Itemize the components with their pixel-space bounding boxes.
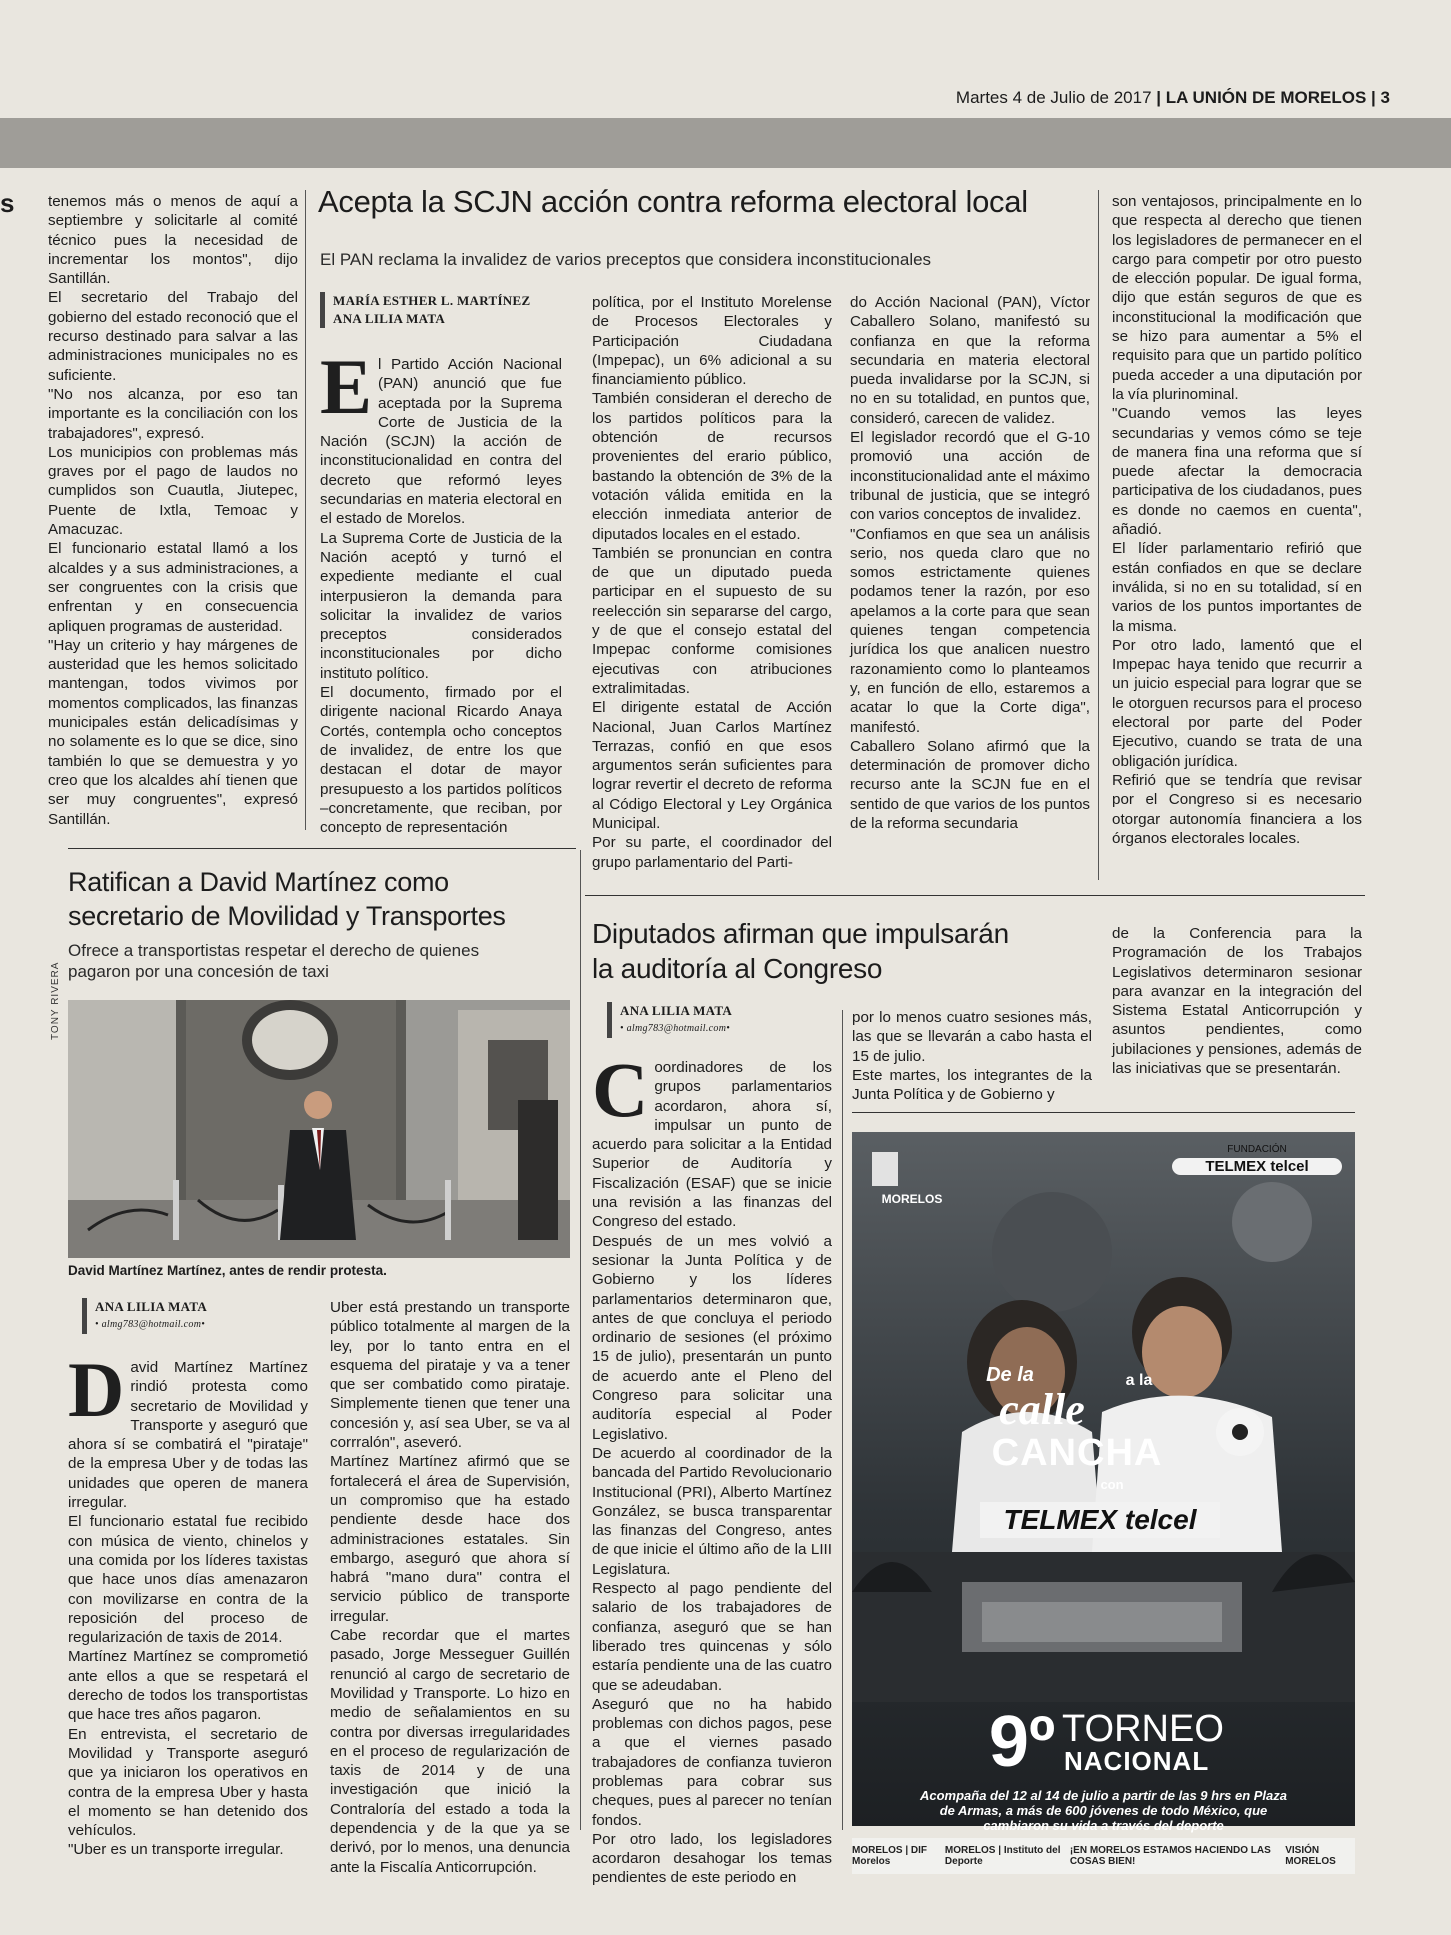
article2-photo [68, 1000, 570, 1258]
paragraph: Martínez Martínez se comprometió ante ellos a que se respetará el derecho de todos los transportistas que hace tres años pagaron. [68, 1648, 308, 1724]
ad-torneo: TORNEO [1062, 1708, 1224, 1750]
ad-footer-logo: MORELOS | Instituto del Deporte [944, 1845, 1061, 1867]
section-rule [852, 1112, 1355, 1113]
ad-footer-logo: VISIÓN MORELOS [1285, 1845, 1336, 1867]
headline-line: Diputados afirman que impulsarán [592, 918, 1009, 949]
header-page-number: 3 [1380, 88, 1390, 107]
ad-title-cancha: CANCHA [991, 1432, 1163, 1474]
paragraph: La Suprema Corte de Justicia de la Nación aceptó y turnó el expediente mediante el cual interpusieron la demanda para solicitar la invalidez de varios preceptos considerados inconstitucionales por dicho instituto político. [320, 529, 562, 682]
paragraph: Uber está prestando un transporte público totalmente al margen de la ley, por lo tanto entra en el esquema del pirataje y va a tener que ser combatido como pirataje. Simplemente tienen que tener una concesión y, así sea Uber, se va al corrralón", aseveró. [330, 1299, 570, 1452]
byline-author: ANA LILIA MATA [95, 1299, 208, 1314]
section-rule [585, 895, 1365, 896]
paragraph: "Hay un criterio y hay márgenes de austeridad que les hemos solicitado mantengan, todos vivimos por momentos complicados, las finanzas municipales están delicadísimas y no solamente es lo que se dice, sino también lo que se demuestra y yo creo que los alcaldes ahí tienen que ser muy congruentes", expresó Santillán. [48, 636, 298, 828]
paragraph: do Acción Nacional (PAN), Víctor Caballero Solano, manifestó su confianza en que la reforma secundaria en materia electoral pueda invalidarse por la SCJN, si no en su totalidad, en puntos que, consideró, carecen de validez. [850, 294, 1090, 427]
headline-line: la auditoría al Congreso [592, 953, 883, 984]
article3-column-1 [592, 1046, 832, 1887]
paragraph: El funcionario estatal fue recibido con música de viento, chinelos y una comida por los líderes taxistas que hace unos días amenazaron con movilizarse en contra de la reposición del proceso de regularización de taxis de 2014. [68, 1513, 308, 1647]
header-grey-bar [0, 118, 1451, 168]
ad-event-details [862, 1788, 1345, 1803]
article2-deck [68, 940, 568, 982]
header-date: Martes 4 de Julio de 2017 [955, 88, 1152, 107]
article1-column-4 [1112, 192, 1362, 884]
section-rule [68, 848, 576, 849]
deck-line: Ofrece a transportistas respetar el derecho de quienes [68, 941, 480, 960]
ad-foundation-small: FUNDACIÓN [1227, 1144, 1287, 1155]
paragraph: "No nos alcanza, por eso tan importante es la conciliación con los trabajadores", expresó. [48, 385, 298, 442]
byline-email: • almg783@hotmail.com• [95, 1319, 206, 1330]
column-rule [305, 190, 306, 830]
article2-column-2 [330, 1298, 570, 1876]
ad-footer-slogan: ¡EN MORELOS ESTAMOS HACIENDO LAS COSAS BIEN! [1069, 1845, 1271, 1867]
paragraph: "Uber es un transporte irregular. [68, 1841, 284, 1859]
ad-title-de-la: De la [986, 1364, 1034, 1386]
paragraph: El legislador recordó que el G-10 promovió una acción de inconstitucionalidad ante el máximo tribunal de justicia, que se integró con varios conceptos de invalidez. [850, 429, 1090, 524]
ad-footer-logos [852, 1838, 1355, 1874]
paragraph: tenemos más o menos de aquí a septiembre y solicitarle al comité técnico pues la necesidad de incrementar los montos", dijo Santillán. [48, 193, 298, 288]
paragraph: por lo menos cuatro sesiones más, las que se llevarán a cabo hasta el 15 de julio. [852, 1009, 1092, 1065]
paragraph: l Partido Acción Nacional (PAN) anunció que fue aceptada por la Suprema Corte de Justicia de la Nación (SCJN) la acción de inconstitucionalidad en contra del decreto que reformó leyes secundarias en materia electoral en el estado de Morelos. [320, 356, 562, 528]
paragraph: Caballero Solano afirmó que la determinación de promover dicho recurso ante la SCJN fue en el sentido de que varios de los puntos de la reforma secundaria [850, 737, 1090, 833]
article3-byline [607, 1002, 732, 1038]
paragraph: En entrevista, el secretario de Movilidad y Transporte aseguró que ya iniciaron los operativos en contra de la empresa Uber y hasta el momento se han detenido dos vehículos. [68, 1725, 308, 1840]
paragraph: De acuerdo al coordinador de la bancada del Partido Revolucionario Institucional (PRI), Alberto Martínez González, se busca transparentar las finanzas del Congreso, antes de que inicie el último año de la LIII Legislatura. [592, 1444, 832, 1578]
ad-title-con: con [1100, 1477, 1124, 1492]
paragraph: Este martes, los integrantes de la Junta Política y de Gobierno y [852, 1066, 1092, 1104]
article3-headline [592, 916, 1009, 986]
column-rule [842, 1010, 843, 1830]
paragraph: Aseguró que no ha habido problemas con dichos pagos, pese a que el viernes pasado trabajadores de confianza tuvieron problemas para cobrar sus cheques, pues al parecer no tenían fondos. [592, 1695, 832, 1829]
ad-detail-line: Acompaña del 12 al 14 de julio a partir de las 9 hrs en Plaza [919, 1788, 1288, 1803]
ad-footer-logo: MORELOS | DIF Morelos [852, 1845, 928, 1867]
ad-brand-logo: TELMEX telcel [980, 1502, 1220, 1538]
page-header: Martes 4 de Julio de 2017 | LA UNIÓN DE MORELOS | 3 [955, 88, 1390, 107]
article2-byline [82, 1298, 207, 1334]
article2-headline [68, 865, 506, 933]
paragraph: También se pronuncian en contra de que un diputado pueda participar en el supuesto de su reelección sin separarse del cargo, y de que el consejo estatal del Impepac conforme comisiones ejecutivas con atribuciones extralimitadas. [592, 544, 832, 697]
article1-byline [320, 292, 530, 328]
ad-nacional: NACIONAL [1064, 1746, 1210, 1776]
article3-column-2 [852, 1008, 1092, 1118]
column-rule [1098, 190, 1099, 880]
ad-detail-line: de Armas, a más de 600 jóvenes de todo México, que [939, 1803, 1268, 1818]
photo-illustration [68, 1000, 570, 1258]
paragraph: El dirigente estatal de Acción Nacional, Juan Carlos Martínez Terrazas, confió en que esos argumentos serán suficientes para lograr revertir el decreto de reforma al Código Electoral y Ley Orgánica Municipal. [592, 699, 832, 833]
telmex-ad [852, 1132, 1355, 1826]
headline-line: Ratifican a David Martínez como [68, 867, 449, 897]
paragraph: avid Martínez Martínez rindió protesta como secretario de Movilidad y Transporte y aseguró que ahora sí se combatirá el "pirataje" de la empresa Uber y de todas las unidades que operen de manera irregular. [68, 1359, 308, 1512]
header-paper: LA UNIÓN DE MORELOS [1165, 88, 1367, 107]
ad-title-calle: calle [999, 1385, 1085, 1434]
article1-headline: Acepta la SCJN acción contra reforma electoral local [318, 184, 1028, 219]
ad-detail-line: cambiaron su vida a través del deporte [983, 1818, 1224, 1833]
paragraph: son ventajosos, principalmente en lo que respecta al derecho que tienen los legisladores de permanecer en el cargo para competir por otro puesto de elección popular. De igual forma, dijo que están seguros de que es inconstitucional la modificación que se hizo para aumentar a 5% el requisito para que un partido político pueda acceder a una diputación por la vía plurinominal. [1112, 193, 1362, 403]
drop-cap: C [592, 1046, 649, 1133]
ad-state-logo: MORELOS [881, 1192, 943, 1206]
article1-deck: El PAN reclama la invalidez de varios preceptos que considera inconstitucionales [320, 250, 932, 269]
column-rule [580, 850, 581, 1830]
headline-line: secretario de Movilidad y Transportes [68, 901, 506, 931]
ad-title-a-la: a la [1125, 1372, 1153, 1389]
paragraph: Por su parte, el coordinador del grupo parlamentario del Parti- [592, 834, 832, 871]
edge-letter: s [0, 188, 15, 218]
paragraph: política, por el Instituto Morelense de Procesos Electorales y Participación Ciudadana (Impepac), un 6% adicional a su financiamiento público. [592, 294, 832, 389]
paragraph: Martínez Martínez afirmó que se fortalecerá el área de Supervisión, un compromiso que ha estado pendiente desde hace dos administraciones estatales. Sin embargo, aseguró que ahora sí habrá "mano dura" contra el servicio público de transporte irregular. [330, 1453, 570, 1625]
photo-credit: TONY RIVERA [50, 961, 61, 1040]
paragraph: Por otro lado, los legisladores acordaron desahogar los temas pendientes de este periodo en [592, 1830, 832, 1887]
byline-author: MARÍA ESTHER L. MARTÍNEZ [333, 293, 531, 308]
article1-column-3 [850, 293, 1090, 885]
paragraph: oordinadores de los grupos parlamentarios acordaron, ahora sí, impulsar un punto de acuerdo para solicitar a la Entidad Superior de Auditoría y Fiscalización (ESAF) que se inicie una revisión a las finanzas del Congreso del estado. [592, 1059, 832, 1231]
byline-author: ANA LILIA MATA [620, 1003, 733, 1018]
paragraph: El funcionario estatal llamó a los alcaldes y a sus administraciones, a ser congruentes con la crisis que enfrentan y en consecuencia apliquen programas de austeridad. [48, 540, 298, 635]
paragraph: El secretario del Trabajo del gobierno del estado reconoció que el recurso destinado para salvar a las administraciones municipales no es suficiente. [48, 289, 298, 384]
paragraph: "Confiamos en que sea un análisis serio, nos queda claro que no somos estrictamente quienes podamos tener la razón, por eso apelamos a la corte para que sean quienes tengan competencia jurídica los que analicen nuestro razonamiento como lo planteamos y, en función de ello, estaremos a acatar lo que la Corte diga", manifestó. [850, 525, 1090, 736]
ad-edition-number: 9º [988, 1702, 1056, 1782]
drop-cap: E [320, 343, 373, 430]
drop-cap: D [68, 1346, 125, 1433]
left-continuation-column [48, 192, 298, 837]
paragraph: de la Conferencia para la Programación de los Trabajos Legislativos determinaron sesionar para avanzar en la integración del Sistema Estatal Anticorrupción y asuntos pendientes, como jubilaciones y pensiones, además de las iniciativas que se presentarán. [1112, 925, 1362, 1078]
article3-column-3 [1112, 924, 1362, 1100]
article2-column-1 [68, 1346, 308, 1859]
paragraph: Cabe recordar que el martes pasado, Jorge Messeguer Guillén renunció al cargo de secretario de Movilidad y Transporte. Lo hizo en medio de señalamientos en su contra por diversas irregularidades en el proceso de regularización de taxis de 2014 y de una investigación que inició la Contraloría del estado a toda la dependencia y de la que ya se derivó, por lo menos, una denuncia ante la Fiscalía Anticorrupción. [330, 1627, 570, 1876]
paragraph: El líder parlamentario refirió que están confiados en que se declare inválida, si no en su totalidad, sí en varios de los puntos importantes de la misma. [1112, 540, 1362, 635]
ad-foundation-logo: TELMEX telcel [1172, 1158, 1342, 1175]
paragraph: El documento, firmado por el dirigente nacional Ricardo Anaya Cortés, contempla ocho conceptos de invalidez, de entre los que destacan el dotar de mayor presupuesto a los partidos políticos –concretamente, que reciban, por concepto de representación [320, 684, 562, 837]
paragraph: Después de un mes volvió a sesionar la Junta Política y de Gobierno y los líderes parlamentarios determinaron que, antes de que concluya el periodo ordinario de sesiones (el próximo 15 de julio), presentarán un punto de acuerdo ante el Pleno del Congreso para solicitar una auditoría especial al Poder Legislativo. [592, 1232, 832, 1443]
paragraph: Refirió que se tendría que revisar por el Congreso si es necesario otorgar autonomía financiera a los órganos electorales locales. [1112, 771, 1362, 847]
paragraph: "Cuando vemos las leyes secundarias y vemos cómo se teje de manera fina una reforma que sí puede afectar la democracia participativa de los ciudadanos, pues es donde no caemos en cuenta", añadió. [1112, 405, 1362, 539]
article1-column-2 [592, 293, 832, 885]
paragraph: Los municipios con problemas más graves por el pago de laudos no cumplidos son Cuautla, Jiutepec, Puente de Ixtla, Temoac y Amacuzac. [48, 443, 298, 539]
byline-author: ANA LILIA MATA [333, 311, 446, 326]
photo-caption: David Martínez Martínez, antes de rendir protesta. [68, 1263, 387, 1278]
paragraph: Respecto al pago pendiente del salario de los trabajadores de confianza, aseguró que se han liberado tres quincenas y sólo estaría pendiente una de las cuatro que se adeudaban. [592, 1580, 832, 1694]
byline-email: • almg783@hotmail.com• [620, 1023, 731, 1034]
paragraph: También consideran el derecho de los partidos políticos para la obtención de recursos provenientes del erario público, bastando la obtención de 3% de la votación válida emitida en la elección inmediata anterior de diputados locales en el estado. [592, 390, 832, 543]
article1-column-1 [320, 343, 562, 837]
ad-event-details-more [862, 1803, 1345, 1833]
deck-line: pagaron por una concesión de taxi [68, 962, 329, 981]
paragraph: Por otro lado, lamentó que el Impepac haya tenido que recurrir a un juicio especial para lograr que se le otorguen recursos para el proceso electoral por parte del Poder Ejecutivo, cuando se trata de una obligación jurídica. [1112, 636, 1362, 770]
